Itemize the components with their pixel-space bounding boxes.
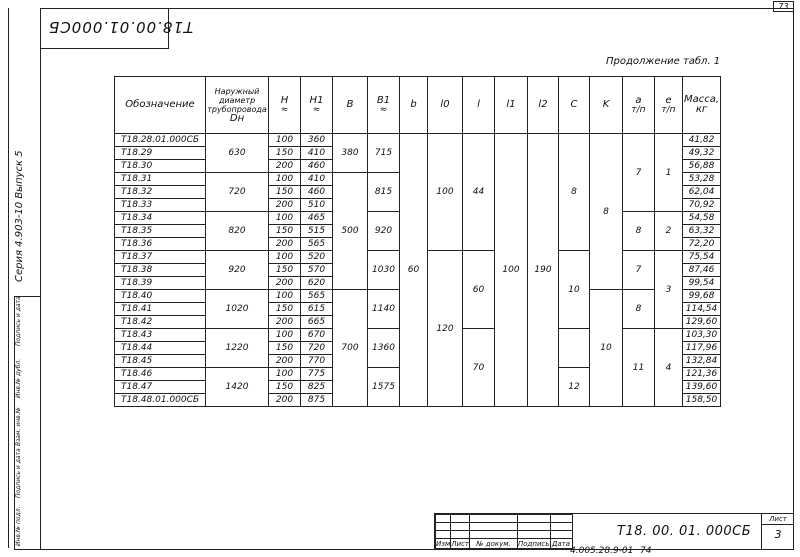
header-l1: l1 [495,77,528,134]
h1-cell: 460 [301,186,333,199]
h-cell: 150 [269,186,301,199]
h1-cell: 570 [301,264,333,277]
h1-cell: 620 [301,277,333,290]
dn-cell: 920 [206,251,269,290]
header-diameter: Наружный диаметр трубопровода Dн [206,77,269,134]
row-designation: Т18.32 [115,186,206,199]
dn-cell: 630 [206,134,269,173]
b1-cell: 815 [368,173,400,212]
h-cell: 150 [269,381,301,394]
row-designation: Т18.35 [115,225,206,238]
header-b: b [400,77,428,134]
row-designation: Т18.40 [115,290,206,303]
row-designation: Т18.38 [115,264,206,277]
header-h1: H1 ≈ [301,77,333,134]
mass-cell: 139,60 [683,381,721,394]
col-sign: Подпись [518,539,550,548]
dn-cell: 720 [206,173,269,212]
mass-cell: 56,88 [683,160,721,173]
sheet-label: Лист [762,514,794,525]
col-list: Лист [451,539,469,548]
l1-cell: 100 [495,134,528,407]
stamp-label-1: Инв.№ подл. [15,506,22,546]
stamp-label-3: Взам. инв.№ [15,407,22,446]
row-designation: Т18.28.01.000СБ [115,134,206,147]
h-cell: 100 [269,134,301,147]
page-number: 73 [773,1,794,12]
header-designation: Обозначение [115,77,206,134]
mass-cell: 53,28 [683,173,721,186]
mass-cell: 121,36 [683,368,721,381]
row-designation: Т18.41 [115,303,206,316]
bottom-number: 74 [640,546,652,556]
h1-cell: 410 [301,173,333,186]
mass-cell: 70,92 [683,199,721,212]
header-mass: Масса, кг [683,77,721,134]
row-designation: Т18.45 [115,355,206,368]
h1-cell: 670 [301,329,333,342]
dn-cell: 1420 [206,368,269,407]
e-cell: 3 [655,251,683,329]
b1-cell: 715 [368,134,400,173]
h-cell: 100 [269,251,301,264]
header-h: H ≈ [269,77,301,134]
h1-cell: 460 [301,160,333,173]
stamp-label-4: Инв.№ дубл. [15,358,22,398]
sheet-box [761,514,794,549]
header-l: l [463,77,495,134]
l0-cell: 120 [428,251,463,407]
b-cell: 60 [400,134,428,407]
h-cell: 100 [269,212,301,225]
h1-cell: 875 [301,394,333,407]
series-label: Серия 4.903-10 Выпуск 5 [14,150,25,282]
header-l2: l2 [528,77,559,134]
header-row [115,77,721,134]
mass-cell: 132,84 [683,355,721,368]
b1-cell: 920 [368,212,400,251]
a-cell: 11 [623,329,655,407]
b-cap-cell: 380 [333,134,368,173]
h1-cell: 665 [301,316,333,329]
e-cell: 4 [655,329,683,407]
e-cell: 1 [655,134,683,212]
b-cap-cell: 700 [333,290,368,407]
b1-cell: 1575 [368,368,400,407]
mass-cell: 129,60 [683,316,721,329]
mass-cell: 54,58 [683,212,721,225]
table-row [115,134,721,147]
mass-cell: 103,30 [683,329,721,342]
header-k: K [590,77,623,134]
h-cell: 150 [269,147,301,160]
row-designation: Т18.46 [115,368,206,381]
h1-cell: 565 [301,238,333,251]
dn-cell: 1220 [206,329,269,368]
b1-cell: 1360 [368,329,400,368]
mass-cell: 158,50 [683,394,721,407]
a-cell: 7 [623,134,655,212]
header-a: a т/п [623,77,655,134]
header-e: e т/п [655,77,683,134]
h1-cell: 465 [301,212,333,225]
l-cell: 60 [463,251,495,329]
l0-cell: 100 [428,134,463,251]
h-cell: 100 [269,329,301,342]
row-designation: Т18.33 [115,199,206,212]
mass-cell: 99,68 [683,290,721,303]
c-cell: 10 [559,251,590,329]
h-cell: 150 [269,342,301,355]
col-doc: № докум. [470,539,518,549]
row-designation: Т18.31 [115,173,206,186]
row-designation: Т18.37 [115,251,206,264]
a-cell: 7 [623,251,655,290]
h-cell: 150 [269,303,301,316]
b-cap-cell: 500 [333,173,368,290]
mass-cell: 117,96 [683,342,721,355]
l-cell: 70 [463,329,495,407]
h-cell: 100 [269,290,301,303]
h-cell: 200 [269,316,301,329]
mass-cell: 75,54 [683,251,721,264]
row-designation: Т18.48.01.000СБ [115,394,206,407]
row-designation: Т18.34 [115,212,206,225]
mass-cell: 41,82 [683,134,721,147]
title-block [434,513,793,549]
header-b1: B1 ≈ [368,77,400,134]
h-cell: 200 [269,394,301,407]
h-cell: 200 [269,238,301,251]
c-cell: 12 [559,368,590,407]
h-cell: 150 [269,264,301,277]
row-designation: Т18.36 [115,238,206,251]
h-cell: 100 [269,173,301,186]
h1-cell: 770 [301,355,333,368]
h-cell: 100 [269,368,301,381]
b1-cell: 1140 [368,290,400,329]
bottom-code: 4.005.28.9-01 [570,546,634,556]
top-code-box [40,8,194,49]
row-designation: Т18.42 [115,316,206,329]
h-cell: 200 [269,199,301,212]
h1-cell: 825 [301,381,333,394]
h1-cell: 775 [301,368,333,381]
c-cell-empty [559,329,590,368]
continuation-note: Продолжение табл. 1 [606,56,721,67]
a-cell: 8 [623,212,655,251]
spec-table [114,76,721,407]
revision-grid [435,514,573,549]
col-date: Дата [551,539,571,548]
header-b-cap: B [333,77,368,134]
row-designation: Т18.30 [115,160,206,173]
b1-cell: 1030 [368,251,400,290]
stamp-label-2: Подпись и дата [15,448,22,498]
dn-cell: 820 [206,212,269,251]
row-designation: Т18.43 [115,329,206,342]
header-c: C [559,77,590,134]
h-cell: 200 [269,160,301,173]
col-izm: Изм [436,539,451,548]
a-cell: 8 [623,290,655,329]
revision-header [436,539,573,549]
mass-cell: 99,54 [683,277,721,290]
h1-cell: 410 [301,147,333,160]
l2-cell: 190 [528,134,559,407]
e-cell: 2 [655,212,683,251]
h1-cell: 510 [301,199,333,212]
mass-cell: 63,32 [683,225,721,238]
row-designation: Т18.29 [115,147,206,160]
h1-cell: 520 [301,251,333,264]
c-cell: 8 [559,134,590,251]
mass-cell: 62,04 [683,186,721,199]
mass-cell: 49,32 [683,147,721,160]
mass-cell: 114,54 [683,303,721,316]
title-code: Т18. 00. 01. 000СБ [617,524,752,539]
h1-cell: 565 [301,290,333,303]
h1-cell: 720 [301,342,333,355]
h-cell: 200 [269,277,301,290]
sheet-number: 3 [774,528,782,541]
h1-cell: 360 [301,134,333,147]
mass-cell: 87,46 [683,264,721,277]
header-l0: l0 [428,77,463,134]
h-cell: 150 [269,225,301,238]
stamp-label-5: Подпись и дата [15,296,22,346]
row-designation: Т18.39 [115,277,206,290]
dn-cell: 1020 [206,290,269,329]
mass-cell: 72,20 [683,238,721,251]
row-designation: Т18.44 [115,342,206,355]
l-cell: 44 [463,134,495,251]
h1-cell: 615 [301,303,333,316]
top-code: Т18.00.01.000СБ [48,18,194,36]
h1-cell: 515 [301,225,333,238]
row-designation: Т18.47 [115,381,206,394]
h-cell: 200 [269,355,301,368]
k-cell: 8 [590,134,623,290]
k-cell: 10 [590,290,623,407]
